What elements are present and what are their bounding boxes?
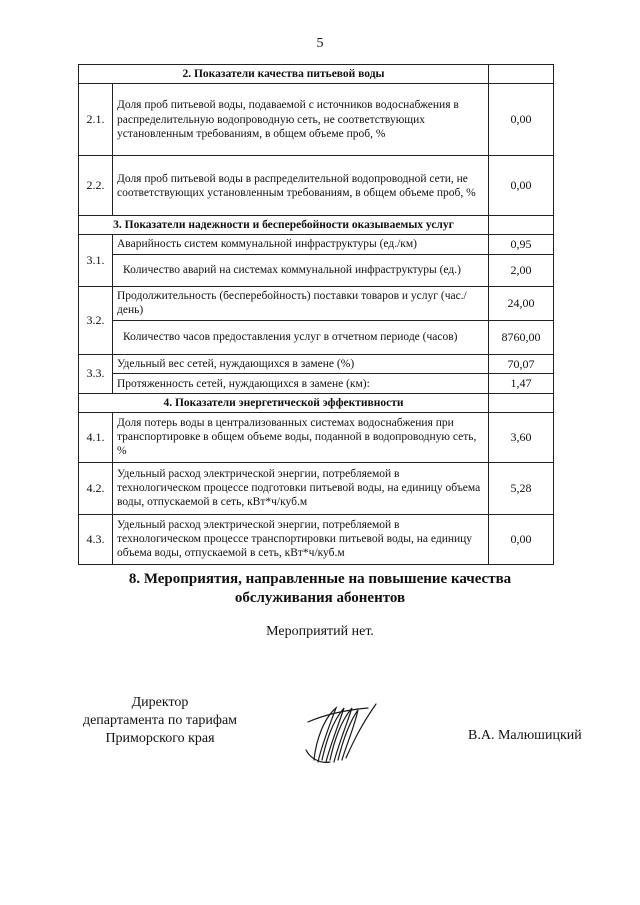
indicator-value: 3,60	[489, 412, 554, 462]
blank-cell	[489, 216, 554, 235]
handwritten-signature	[296, 700, 386, 770]
section-heading: 4. Показатели энергетической эффективности	[79, 393, 489, 412]
indicator-description: Доля проб питьевой воды в распределительной водопроводной сети, не соответствующих установленным требованиям, в общем объеме проб, %	[113, 156, 489, 216]
signatory-title	[60, 694, 260, 749]
blank-cell	[489, 65, 554, 84]
row-number: 2.2.	[79, 156, 113, 216]
indicator-description: Количество аварий на системах коммунальной инфраструктуры (ед.)	[113, 254, 489, 286]
indicator-value: 5,28	[489, 462, 554, 514]
signatory-title-line-1: Директор	[131, 695, 189, 710]
row-number: 4.1.	[79, 412, 113, 462]
section-8-heading-line-2: обслуживания абонентов	[234, 589, 406, 606]
indicator-value: 8760,00	[489, 320, 554, 354]
section-8-heading-line-1: 8. Мероприятия, направленные на повышение качества	[128, 571, 512, 587]
table-row	[79, 235, 554, 255]
signatory-title-line-3: Приморского края	[105, 731, 215, 747]
indicator-value: 0,00	[489, 156, 554, 216]
indicator-description: Доля проб питьевой воды, подаваемой с источников водоснабжения в распределительную водопроводную сеть, не соответствующих установленным требованиям, в общем объеме проб, %	[113, 84, 489, 156]
indicator-value: 1,47	[489, 374, 554, 394]
table-row	[79, 156, 554, 216]
table-row	[79, 286, 554, 320]
indicator-value: 70,07	[489, 354, 554, 374]
indicators-table	[78, 64, 554, 565]
table-row	[79, 320, 554, 354]
indicator-description: Доля потерь воды в централизованных системах водоснабжения при транспортировке в общем объеме воды, поданной в водопроводную сеть, %	[113, 412, 489, 462]
table-row	[79, 514, 554, 564]
section-header-row	[79, 393, 554, 412]
indicator-description: Удельный расход электрической энергии, потребляемой в технологическом процессе транспортировки питьевой воды, на единицу объема воды, отпускаемой в сеть, кВт*ч/куб.м	[113, 514, 489, 564]
signatory-name: В.А. Малюшицкий	[468, 728, 582, 743]
blank-cell	[489, 393, 554, 412]
section-header-row	[79, 216, 554, 235]
row-number: 4.2.	[79, 462, 113, 514]
indicator-value: 0,95	[489, 235, 554, 255]
indicator-description: Продолжительность (бесперебойность) поставки товаров и услуг (час./день)	[113, 286, 489, 320]
section-header-row	[79, 65, 554, 84]
row-number: 3.1.	[79, 235, 113, 287]
table-row	[79, 412, 554, 462]
page-number: 5	[316, 36, 324, 51]
row-number: 3.3.	[79, 354, 113, 393]
indicator-description: Удельный вес сетей, нуждающихся в замене (%)	[113, 354, 489, 374]
row-number: 3.2.	[79, 286, 113, 354]
no-measures-text: Мероприятий нет.	[266, 624, 374, 639]
table-row	[79, 462, 554, 514]
indicator-description: Количество часов предоставления услуг в отчетном периоде (часов)	[113, 320, 489, 354]
section-heading: 2. Показатели качества питьевой воды	[79, 65, 489, 84]
indicator-description: Удельный расход электрической энергии, потребляемой в технологическом процессе подготовки питьевой воды, на единицу объема воды, отпускаемой в сеть, кВт*ч/куб.м	[113, 462, 489, 514]
table-row	[79, 354, 554, 374]
section-8-heading	[0, 570, 640, 608]
table-row	[79, 374, 554, 394]
indicator-description: Протяженность сетей, нуждающихся в замене (км):	[113, 374, 489, 394]
table-row	[79, 254, 554, 286]
signatory-title-line-2: департамента по тарифам	[82, 713, 238, 729]
indicator-value: 0,00	[489, 514, 554, 564]
section-heading: 3. Показатели надежности и бесперебойности оказываемых услуг	[79, 216, 489, 235]
row-number: 4.3.	[79, 514, 113, 564]
indicator-description: Аварийность систем коммунальной инфраструктуры (ед./км)	[113, 235, 489, 255]
row-number: 2.1.	[79, 84, 113, 156]
indicator-value: 2,00	[489, 254, 554, 286]
indicator-value: 0,00	[489, 84, 554, 156]
table-row	[79, 84, 554, 156]
indicator-value: 24,00	[489, 286, 554, 320]
